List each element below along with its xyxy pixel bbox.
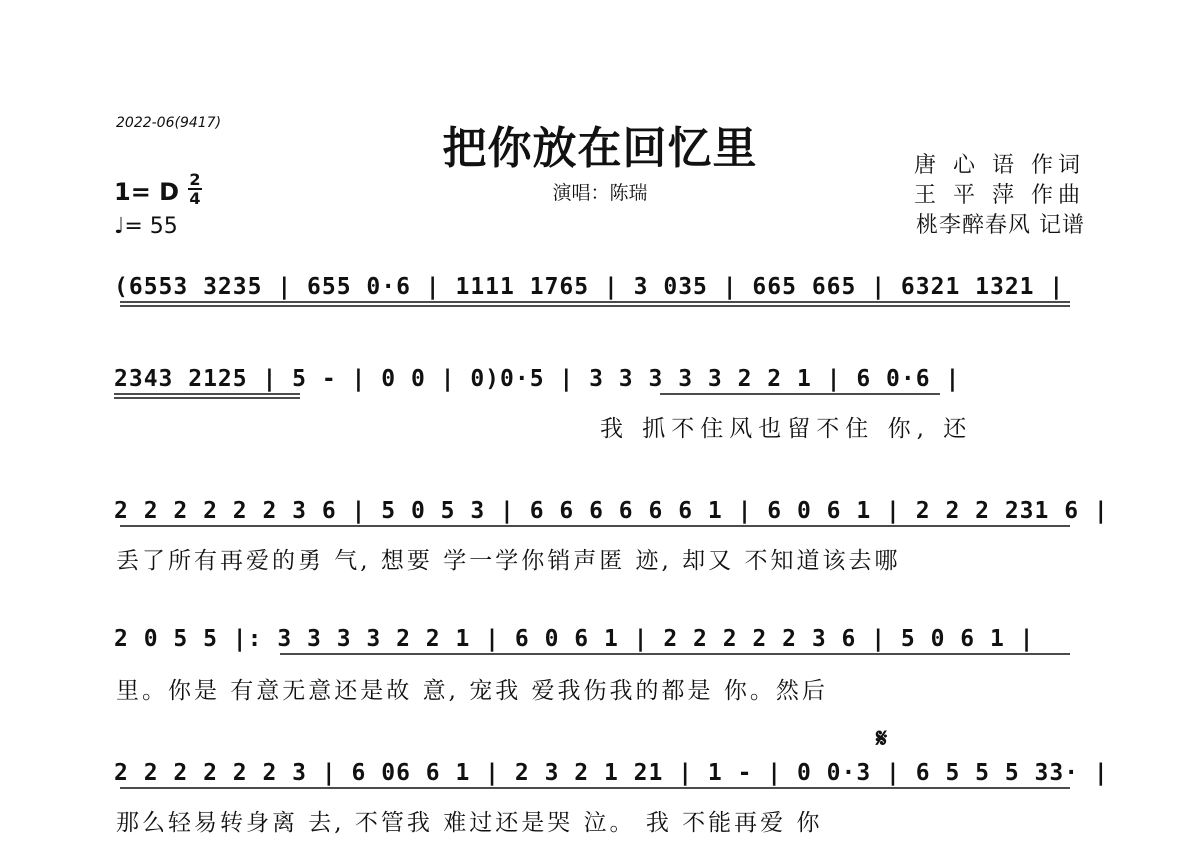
score-row-5-lyrics: 那么轻易转身离 去, 不管我 难过还是哭 泣。 我 不能再爱 你 [116,810,823,836]
page-title: 把你放在回忆里 [442,123,758,174]
score-row-2-notes: 2343 2125 | 5 - | 0 0 | 0)0·5 | 3 3 3 3 3 2 2 1 | 6 0·6 | [114,366,961,392]
lyricist-credit: 唐 心 语 作词 [914,153,1085,178]
tempo-marking: ♩= 55 [114,214,178,239]
catalog-number: 2022-06(9417) [116,115,222,131]
singer-credit: 演唱：陈瑞 [552,182,648,204]
time-signature-bottom: 4 [189,189,201,208]
key-signature: 1= D [114,178,180,206]
time-signature-top: 2 [189,170,201,189]
score-row-2-lyrics: 我 抓不住风也留不住 你, 还 [600,416,973,442]
score-row-4-notes: 2 0 5 5 |: 3 3 3 3 2 2 1 | 6 0 6 1 | 2 2 2 2 2 3 6 | 5 0 6 1 | [114,626,1035,652]
score-row-3-lyrics: 丢了所有再爱的勇 气, 想要 学一学你销声匿 迹, 却又 不知道该去哪 [116,548,901,574]
score-row-4-lyrics: 里。你是 有意无意还是故 意, 宠我 爱我伤我的都是 你。然后 [116,678,828,704]
composer-credit: 王 平 萍 作曲 [914,183,1085,208]
transcriber-credit: 桃李醉春风 记谱 [916,213,1085,238]
segno-sign: 𝄋 [876,724,888,754]
score-row-1-notes: (6553 3235 | 655 0·6 | 1111 1765 | 3 035 | 665 665 | 6321 1321 | [114,274,1065,300]
score-row-5-notes: 2 2 2 2 2 2 3 | 6 06 6 1 | 2 3 2 1 21 | 1 - | 0 0·3 | 6 5 5 5 33· | [114,760,1109,786]
score-row-3-notes: 2 2 2 2 2 2 3 6 | 5 0 5 3 | 6 6 6 6 6 6 1 | 6 0 6 1 | 2 2 2 231 6 | [114,498,1109,524]
